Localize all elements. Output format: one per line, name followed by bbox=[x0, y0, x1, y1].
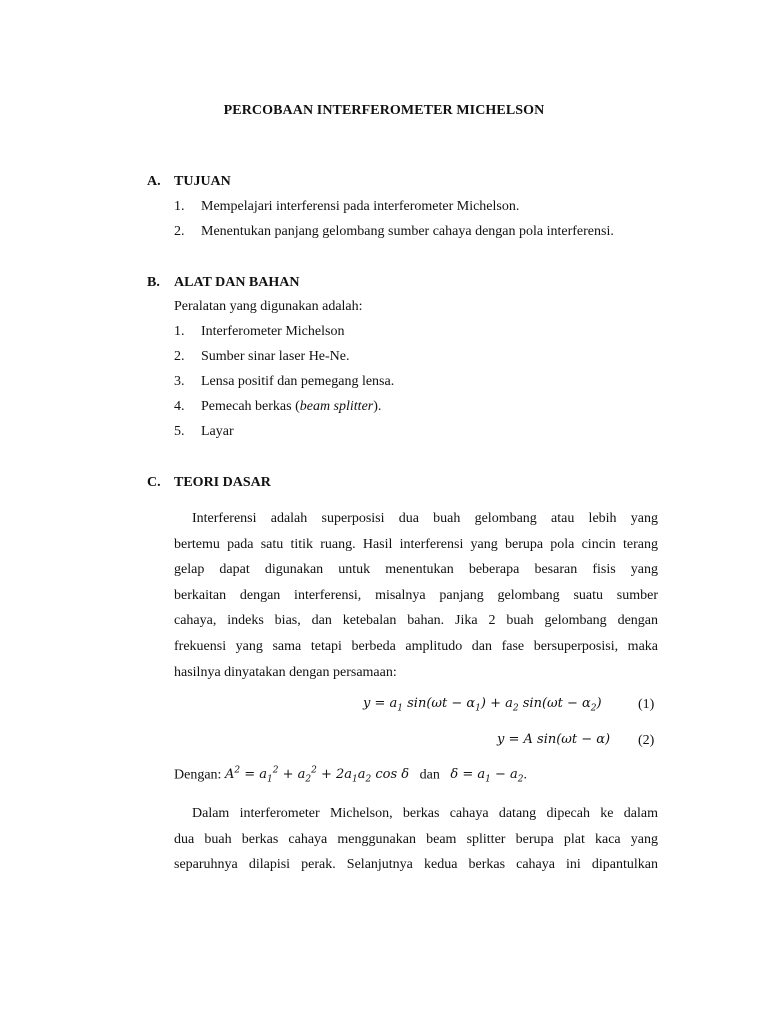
paragraph-line: frekuensi yang sama tetapi berbeda amplitudo dan fase bersuperposisi, maka bbox=[174, 638, 658, 654]
list-item-text: Menentukan panjang gelombang sumber cahaya dengan pola interferensi. bbox=[201, 224, 614, 239]
phase-formula: $\delta = a_1 - a_2$ bbox=[450, 767, 524, 785]
list-item bbox=[174, 374, 394, 390]
list-item-number: 3. bbox=[174, 374, 185, 389]
section-c-letter: C. bbox=[147, 475, 161, 490]
dengan-label: Dengan: bbox=[174, 767, 222, 783]
list-item bbox=[174, 399, 381, 415]
section-b-intro: Peralatan yang digunakan adalah: bbox=[174, 299, 363, 314]
paragraph-line: dua buah berkas cahaya menggunakan beam splitter berupa plat kaca yang bbox=[174, 831, 658, 847]
list-item-text: Layar bbox=[201, 424, 234, 439]
section-a-title: TUJUAN bbox=[174, 174, 231, 189]
paragraph-line: hasilnya dinyatakan dengan persamaan: bbox=[174, 664, 397, 680]
paragraph-line: cahaya, indeks bias, dan ketebalan bahan. Jika 2 buah gelombang dengan bbox=[174, 613, 658, 629]
list-item-number: 2. bbox=[174, 349, 185, 364]
list-item-text: Sumber sinar laser He-Ne. bbox=[201, 349, 350, 364]
list-item-text-after: ). bbox=[373, 399, 382, 414]
equation-1-number: (1) bbox=[638, 697, 655, 712]
amplitude-formula: $A^2 = a_1^2 + a_2^2 + 2a_1a_2$ cos δ bbox=[224, 766, 410, 785]
list-item-text: Interferometer Michelson bbox=[201, 324, 345, 339]
section-b-heading bbox=[147, 275, 300, 291]
paragraph-line: berkaitan dengan interferensi, misalnya panjang gelombang suatu sumber bbox=[174, 587, 658, 603]
equation-2-number: (2) bbox=[638, 733, 655, 748]
paragraph-line: Dalam interferometer Michelson, berkas cahaya datang dipecah ke dalam bbox=[192, 806, 658, 821]
section-a-heading bbox=[147, 174, 231, 190]
section-c-title: TEORI DASAR bbox=[174, 475, 271, 490]
list-item-number: 2. bbox=[174, 224, 185, 239]
paragraph-line: separuhnya dilapisi perak. Selanjutnya kedua berkas cahaya ini dipantulkan bbox=[174, 857, 658, 873]
document-title: PERCOBAAN INTERFEROMETER MICHELSON bbox=[223, 103, 545, 118]
paragraph-line: Interferensi adalah superposisi dua buah gelombang atau lebih yang bbox=[192, 511, 658, 526]
paragraph-theory bbox=[174, 506, 658, 685]
paragraph-line: gelap dapat digunakan untuk menentukan beberapa besaran fisis yang bbox=[174, 562, 658, 578]
list-item-number: 1. bbox=[174, 199, 185, 214]
list-item-number: 5. bbox=[174, 424, 185, 439]
list-item-text-italic: beam splitter bbox=[299, 399, 374, 414]
definition-line: Dengan: $A^2 = a_1^2 + a_2^2 + 2a_1a_2$ cos δ dan $\delta = a_1 - a_2$. bbox=[174, 766, 527, 785]
list-item bbox=[174, 324, 344, 340]
equation-2: y = A sin(ωt − α) bbox=[497, 732, 611, 747]
section-a-letter: A. bbox=[147, 174, 161, 189]
equation-1: $y = a_1$ $\sin(\omega t - \alpha_1) + a_2$ $\sin(\omega t - \alpha_2)$ bbox=[363, 696, 602, 714]
section-c-heading bbox=[147, 475, 271, 491]
paragraph-line: bertemu pada satu titik ruang. Hasil interferensi yang berupa pola cincin terang bbox=[174, 536, 658, 552]
list-item-text-before: Pemecah berkas ( bbox=[201, 399, 300, 414]
list-item bbox=[174, 349, 350, 365]
list-item-text: Lensa positif dan pemegang lensa. bbox=[201, 374, 395, 389]
paragraph-michelson bbox=[174, 801, 658, 878]
list-item-number: 4. bbox=[174, 399, 185, 414]
list-item-text: Mempelajari interferensi pada interferometer Michelson. bbox=[201, 199, 520, 214]
list-item bbox=[174, 199, 519, 215]
section-b-title: ALAT DAN BAHAN bbox=[174, 275, 300, 290]
list-item bbox=[174, 224, 614, 240]
list-item-number: 1. bbox=[174, 324, 185, 339]
section-b-letter: B. bbox=[147, 275, 160, 290]
list-item bbox=[174, 424, 234, 440]
dan-label: dan bbox=[419, 767, 440, 783]
